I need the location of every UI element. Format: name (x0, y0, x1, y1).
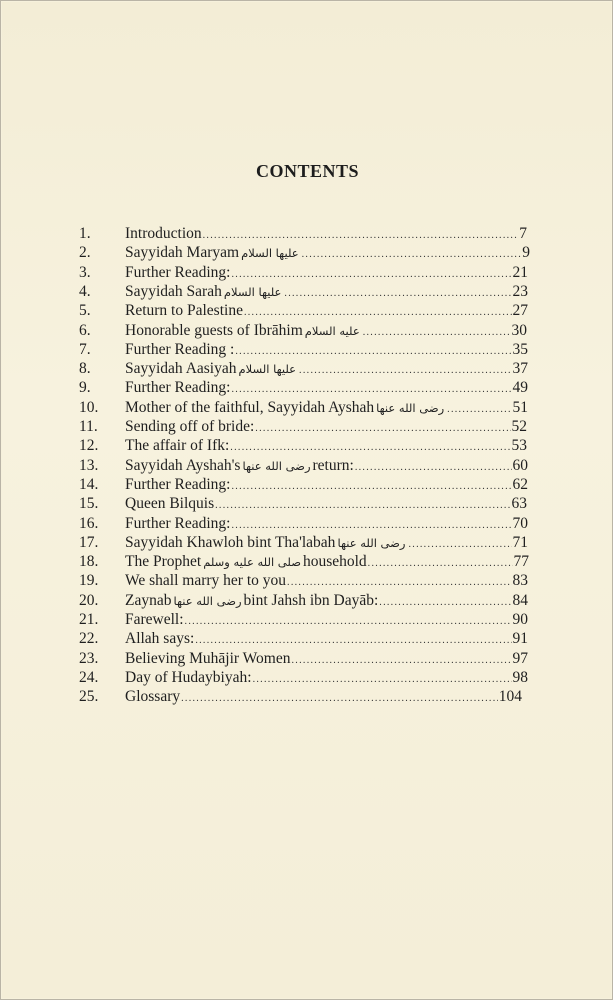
entry-line (125, 322, 527, 342)
entry-title: The Prophet (125, 553, 202, 571)
toc-entry[interactable] (1, 341, 613, 361)
entry-title: Zaynab (125, 591, 172, 609)
arabic-honorific: عليها السلام (241, 246, 299, 261)
entry-title: Farewell: (125, 611, 184, 628)
page-number: 83 (512, 572, 528, 590)
toc-entry[interactable] (1, 553, 613, 573)
entry-title: Further Reading: (125, 514, 231, 532)
entry-line (125, 379, 528, 399)
toc-entry[interactable] (1, 495, 613, 515)
entry-title-suffix: bint Jahsh ibn Dayāb: (243, 591, 379, 609)
entry-title: Honorable guests of Ibrāhim (125, 321, 303, 339)
arabic-honorific: عليها السلام (223, 284, 282, 299)
page-number: 37 (512, 360, 528, 378)
toc-entry[interactable] (1, 244, 613, 264)
arabic-honorific: رضى الله عنها (173, 593, 242, 608)
page-number: 23 (512, 282, 528, 300)
toc-entry[interactable] (1, 630, 613, 650)
toc-entry[interactable] (1, 225, 613, 245)
toc-entry[interactable] (1, 650, 613, 670)
toc-entry[interactable] (1, 669, 613, 689)
entry-number: 21. (79, 611, 99, 628)
dot-leader (230, 442, 510, 453)
entry-number: 17. (79, 533, 99, 551)
entry-number: 12. (79, 437, 99, 455)
entry-number: 11. (79, 418, 98, 435)
entry-title: Queen Bilquis (125, 495, 215, 513)
dot-leader (253, 674, 512, 685)
page-number: 90 (512, 611, 528, 628)
entry-title: Introduction (125, 225, 202, 242)
entry-title-suffix: household (302, 553, 367, 571)
entry-title-suffix: return: (312, 456, 354, 474)
entry-title: We shall marry her to you (125, 572, 287, 590)
entry-title: Further Reading: (125, 475, 231, 493)
page-number: 98 (512, 668, 528, 686)
entry-line (125, 264, 528, 284)
dot-leader (447, 404, 511, 415)
entry-line (125, 341, 528, 361)
entry-number: 18. (79, 553, 99, 571)
entry-title: Sayyidah Ayshah's (125, 456, 241, 474)
entry-number: 6. (79, 321, 91, 339)
dot-leader (181, 693, 498, 704)
toc-entry[interactable] (1, 437, 613, 457)
toc-entry[interactable] (1, 379, 613, 399)
page-number: 30 (511, 321, 527, 339)
dot-leader (231, 481, 511, 492)
page-number: 84 (512, 591, 528, 609)
page-number: 71 (512, 533, 528, 551)
entry-number: 10. (79, 398, 99, 416)
entry-number: 7. (79, 340, 91, 358)
entry-number: 16. (79, 514, 99, 532)
dot-leader (302, 249, 522, 260)
dot-leader (185, 616, 512, 627)
entry-line (125, 495, 527, 515)
arabic-honorific: صلى الله عليه وسلم (203, 555, 301, 570)
entry-line (125, 399, 528, 419)
entry-title: Further Reading: (125, 263, 231, 281)
page-number: 77 (513, 553, 529, 571)
dot-leader (231, 384, 511, 395)
entry-line (125, 630, 528, 650)
page-number: 53 (511, 437, 527, 455)
page-number: 51 (512, 398, 528, 416)
entry-line (125, 515, 528, 535)
entry-number: 14. (79, 475, 99, 493)
page-number: 70 (512, 514, 528, 532)
arabic-honorific: رضى الله عنها (376, 400, 445, 415)
entry-line (125, 360, 528, 380)
dot-leader (363, 327, 511, 338)
toc-entry[interactable] (1, 264, 613, 284)
entry-number: 13. (79, 456, 99, 474)
toc-entry[interactable] (1, 399, 613, 419)
entry-number: 2. (79, 244, 91, 262)
toc-entry[interactable] (1, 688, 613, 708)
toc-entry[interactable] (1, 360, 613, 380)
page-number: 104 (498, 688, 522, 706)
toc-entry[interactable] (1, 476, 613, 496)
dot-leader (287, 577, 511, 588)
entry-number: 19. (79, 572, 99, 590)
entry-title: Believing Muhājir Women (125, 649, 291, 667)
page-number: 21 (512, 263, 528, 281)
dot-leader (203, 230, 519, 241)
entry-title: Further Reading : (125, 340, 235, 358)
entry-title: Sayyidah Sarah (125, 282, 222, 300)
dot-leader (195, 635, 511, 646)
entry-title: Return to Palestine (125, 302, 243, 320)
entry-number: 9. (79, 379, 91, 397)
page-number: 63 (511, 495, 527, 513)
entry-number: 5. (79, 302, 91, 320)
page-number: 35 (512, 340, 528, 358)
entry-title: Mother of the faithful, Sayyidah Ayshah (125, 398, 375, 416)
entry-line (125, 611, 528, 631)
page-number: 62 (512, 475, 528, 493)
toc-entry[interactable] (1, 611, 613, 631)
entry-number: 3. (79, 263, 91, 281)
dot-leader (355, 462, 512, 473)
dot-leader (368, 558, 513, 569)
toc-entry[interactable] (1, 592, 613, 612)
arabic-honorific: عليها السلام (238, 362, 297, 377)
entry-title: Sayyidah Maryam (125, 244, 240, 262)
entry-line (125, 283, 528, 303)
dot-leader (231, 520, 511, 531)
entry-title: Glossary (125, 688, 181, 706)
entry-number: 22. (79, 630, 99, 648)
arabic-honorific: عليه السلام (304, 323, 360, 338)
entry-line (125, 437, 527, 457)
toc-entry[interactable] (1, 457, 613, 477)
entry-line (125, 592, 528, 612)
dot-leader (235, 346, 511, 357)
page-number: 7 (519, 225, 527, 242)
entry-number: 4. (79, 282, 91, 300)
dot-leader (215, 500, 510, 511)
entry-number: 24. (79, 668, 99, 686)
toc-entry[interactable] (1, 572, 613, 592)
entry-number: 20. (79, 591, 99, 609)
entry-line (125, 457, 528, 477)
dot-leader (231, 269, 511, 280)
entry-line (125, 572, 528, 592)
toc-entry[interactable] (1, 534, 613, 554)
entry-title: Sending off of bride: (125, 418, 255, 435)
dot-leader (379, 597, 511, 608)
entry-title: Allah says: (125, 630, 195, 648)
entry-number: 23. (79, 649, 99, 667)
dot-leader (255, 423, 510, 434)
entry-line (125, 669, 528, 689)
entry-title: Further Reading: (125, 379, 231, 397)
dot-leader (244, 307, 512, 318)
entry-title: Sayyidah Aasiyah (125, 360, 237, 378)
entry-line (125, 225, 527, 245)
entry-number: 8. (79, 360, 91, 378)
entry-line (125, 553, 529, 573)
toc-entry[interactable] (1, 302, 613, 322)
entry-title: The affair of Ifk: (125, 437, 230, 455)
page-number: 49 (512, 379, 528, 397)
entry-line (125, 302, 528, 322)
page-number: 60 (512, 456, 528, 474)
entry-number: 15. (79, 495, 99, 513)
entry-line (125, 650, 528, 670)
entry-title: Sayyidah Khawloh bint Tha'labah (125, 533, 336, 551)
toc-entry[interactable] (1, 418, 613, 438)
page-number: 91 (512, 630, 528, 648)
page-number: 27 (512, 302, 528, 320)
entry-line (125, 476, 528, 496)
page-title: CONTENTS (255, 161, 360, 181)
entry-line (125, 418, 527, 438)
page-number: 52 (511, 418, 527, 435)
entry-line (125, 244, 530, 264)
page-number: 97 (512, 649, 528, 667)
dot-leader (408, 539, 511, 550)
dot-leader (299, 365, 511, 376)
entry-number: 1. (79, 225, 91, 242)
entry-line (125, 534, 528, 554)
arabic-honorific: رضى الله عنها (337, 535, 406, 550)
dot-leader (284, 288, 511, 299)
toc-entry[interactable] (1, 283, 613, 303)
entry-line (125, 688, 522, 708)
entry-title: Day of Hudaybiyah: (125, 668, 252, 686)
toc-entry[interactable] (1, 322, 613, 342)
entry-number: 25. (79, 688, 99, 706)
page-number: 9 (522, 244, 530, 262)
dot-leader (292, 655, 512, 666)
arabic-honorific: رضى الله عنها (242, 458, 311, 473)
toc-entry[interactable] (1, 515, 613, 535)
